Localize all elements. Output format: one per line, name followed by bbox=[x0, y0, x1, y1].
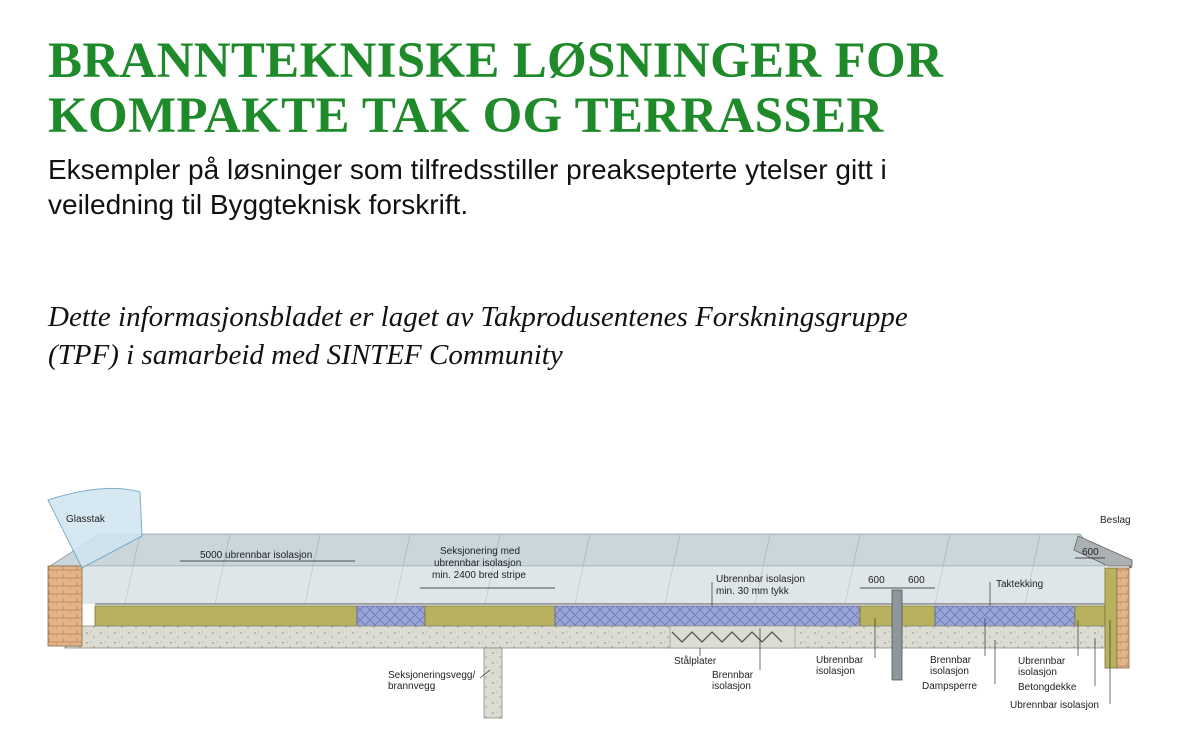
label-dim-600-a: 600 bbox=[868, 575, 885, 586]
label-brennbar-1-a: Brennbar bbox=[712, 670, 754, 681]
label-dampsperre: Dampsperre bbox=[922, 681, 978, 692]
label-brennbar-2-a: Brennbar bbox=[930, 655, 972, 666]
label-ubrennbar-1-b: isolasjon bbox=[816, 666, 855, 677]
label-taktekking: Taktekking bbox=[996, 579, 1044, 590]
title-line-1: BRANNTEKNISKE LØSNINGER FOR bbox=[48, 33, 944, 89]
right-parapet-insulation bbox=[1105, 568, 1117, 668]
right-parapet-brick bbox=[1117, 568, 1129, 668]
roof-section-diagram bbox=[0, 470, 1200, 742]
subtitle-line-2: veiledning til Byggteknisk forskrift. bbox=[48, 189, 469, 220]
label-ubrennbar-min-2: min. 30 mm tykk bbox=[716, 586, 789, 597]
insulation-ubrennbar-2 bbox=[425, 606, 555, 626]
label-seksjoneringsvegg-1: Seksjoneringsvegg/ bbox=[388, 670, 476, 681]
title-line-2: KOMPAKTE TAK OG TERRASSER bbox=[48, 88, 884, 144]
fire-wall bbox=[484, 648, 502, 718]
insulation-ubrennbar-1 bbox=[95, 606, 357, 626]
label-ubrennbar-2-a: Ubrennbar bbox=[1018, 656, 1066, 667]
label-ubrennbar-2-b: isolasjon bbox=[1018, 667, 1057, 678]
insulation-brennbar-3 bbox=[935, 606, 1075, 626]
insulation-brennbar-2 bbox=[555, 606, 860, 626]
brick-parapet bbox=[48, 566, 82, 646]
label-seksjonering-1: Seksjonering med bbox=[440, 546, 521, 557]
subtitle-line-1: Eksempler på løsninger som tilfredsstiller preaksepterte ytelser gitt i bbox=[48, 154, 887, 185]
label-beslag: Beslag bbox=[1100, 515, 1131, 526]
label-betongdekke: Betongdekke bbox=[1018, 682, 1077, 693]
label-brennbar-2-b: isolasjon bbox=[930, 666, 969, 677]
subtitle bbox=[48, 152, 1168, 222]
label-seksjonering-2: ubrennbar isolasjon bbox=[434, 558, 522, 569]
insulation-brennbar-1 bbox=[357, 606, 425, 626]
concrete-deck bbox=[65, 626, 1105, 648]
label-dim-600-c: 600 bbox=[1082, 547, 1099, 558]
label-ubrennbar-bottom: Ubrennbar isolasjon bbox=[1010, 700, 1099, 711]
insulation-ubrennbar-4 bbox=[1075, 606, 1105, 626]
credit-line-2: (TPF) i samarbeid med SINTEF Community bbox=[48, 339, 563, 371]
label-stalplater: Stålplater bbox=[674, 656, 717, 667]
label-brennbar-1-b: isolasjon bbox=[712, 681, 751, 692]
label-ubrennbar-min-1: Ubrennbar isolasjon bbox=[716, 574, 805, 585]
page-title bbox=[48, 34, 1168, 144]
label-seksjoneringsvegg-2: brannvegg bbox=[388, 681, 436, 692]
label-glasstak: Glasstak bbox=[66, 514, 105, 525]
label-seksjonering-3: min. 2400 bred stripe bbox=[432, 570, 526, 581]
credit-text bbox=[48, 298, 1148, 374]
credit-line-1: Dette informasjonsbladet er laget av Takprodusentenes Forskningsgruppe bbox=[48, 301, 908, 333]
label-dim-600-b: 600 bbox=[908, 575, 925, 586]
label-ubrennbar-1-a: Ubrennbar bbox=[816, 655, 864, 666]
pipe-penetration bbox=[892, 590, 902, 680]
label-ubrennbar-5000: 5000 ubrennbar isolasjon bbox=[200, 550, 313, 561]
